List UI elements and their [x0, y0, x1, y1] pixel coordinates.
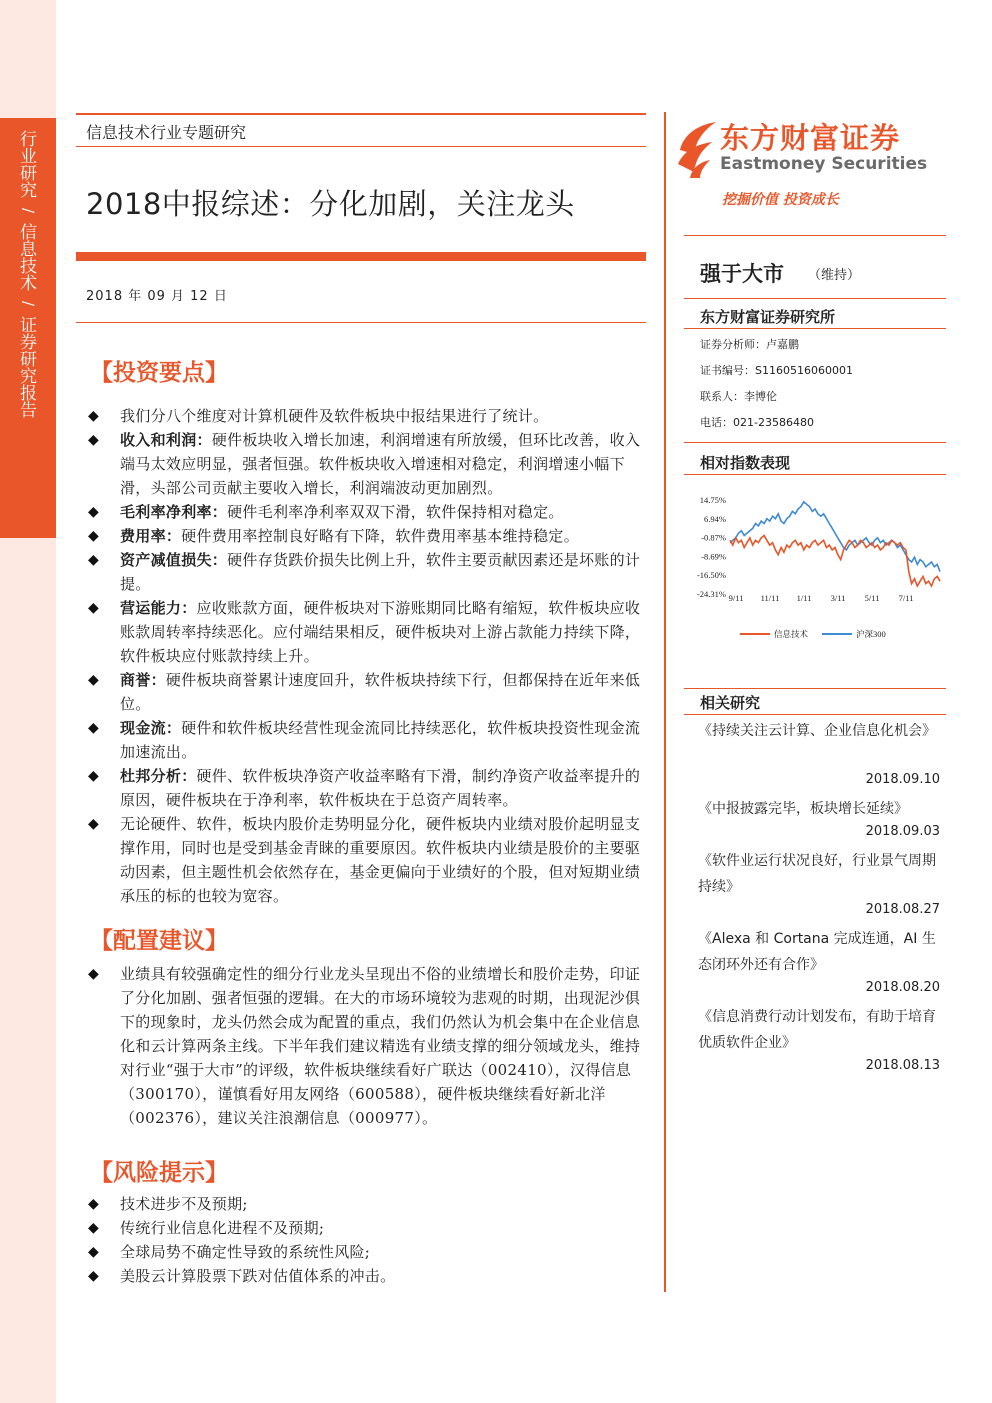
- y-tick-label: -8.69%: [701, 551, 726, 562]
- bullet-item: [86, 1240, 648, 1264]
- diamond-bullet-icon: ◆: [88, 432, 100, 448]
- side-separator: /: [19, 300, 38, 307]
- right-rule: [684, 328, 946, 329]
- bullet-text: 硬件和软件板块经营性现金流同比持续恶化，软件板块投资性现金流加速流出。: [120, 719, 641, 761]
- side-separator: /: [19, 207, 38, 214]
- date-rule: [76, 322, 646, 323]
- x-tick-label: 9/11: [728, 593, 744, 603]
- subject-rule: [76, 146, 646, 147]
- diamond-bullet-icon: ◆: [88, 720, 100, 736]
- brand-name-cn: 东方财富证券: [720, 121, 901, 155]
- diamond-bullet-icon: ◆: [88, 816, 100, 832]
- related-report-date: 2018.08.27: [865, 902, 940, 917]
- analyst-name: 证券分析师：卢嘉鹏: [700, 338, 799, 351]
- allocation-heading: 【配置建议】: [90, 928, 228, 954]
- bullet-item: [86, 812, 648, 908]
- bullet-item: [86, 1192, 648, 1216]
- diamond-bullet-icon: ◆: [88, 408, 100, 424]
- series-line: [730, 536, 940, 587]
- bullet-label: 毛利率净利率：: [120, 503, 228, 521]
- phone-number: 电话：021-23586480: [700, 416, 814, 429]
- invest-points-list: [86, 404, 648, 908]
- bullet-text: 硬件、软件板块净资产收益率略有下滑，制约净资产收益率提升的原因，硬件板块在于净利率，软件板块在于总资产周转率。: [120, 767, 641, 809]
- related-report-title[interactable]: 《Alexa 和 Cortana 完成连通，AI 生态闭环外还有合作》: [698, 931, 936, 973]
- risks-heading: 【风险提示】: [90, 1160, 228, 1186]
- bullet-item: [86, 404, 648, 428]
- related-report-date: 2018.08.13: [865, 1058, 940, 1073]
- bullet-label: 费用率：: [120, 527, 182, 545]
- bullet-text: 硬件存货跌价损失比例上升，软件主要贡献因素还是坏账的计提。: [120, 551, 641, 593]
- bullet-text: 全球局势不确定性导致的系统性风险;: [120, 1243, 371, 1261]
- diamond-bullet-icon: ◆: [88, 1244, 100, 1260]
- related-report-title[interactable]: 《软件业运行状况良好，行业景气周期持续》: [698, 853, 936, 895]
- brand-mark-icon: [676, 120, 718, 180]
- related-report-date: 2018.09.10: [865, 772, 940, 787]
- bullet-label: 营运能力：: [120, 599, 197, 617]
- chart-svg: [690, 492, 946, 642]
- side-band: [0, 0, 56, 1403]
- bullet-text: 硬件板块收入增长加速，利润增速有所放缓，但环比改善，收入端马太效应明显，强者恒强。软件板块收入增速相对稳定，利润增速小幅下滑，头部公司贡献主要收入增长，利润端波动更加剧烈。: [120, 431, 641, 497]
- bullet-label: 收入和利润：: [120, 431, 212, 449]
- report-date: 2018 年 09 月 12 日: [86, 289, 228, 304]
- related-report-date: 2018.08.20: [865, 980, 940, 995]
- diamond-bullet-icon: ◆: [88, 1268, 100, 1284]
- invest-points-heading: 【投资要点】: [90, 360, 228, 386]
- bullet-item: [86, 1264, 648, 1288]
- rating-note: （维持）: [808, 268, 861, 283]
- right-rule: [684, 474, 946, 475]
- y-tick-label: -16.50%: [696, 570, 726, 581]
- bullet-text: 技术进步不及预期;: [120, 1195, 248, 1213]
- right-rule: [684, 235, 946, 236]
- legend-label: 沪深300: [856, 629, 886, 639]
- bullet-text: 传统行业信息化进程不及预期;: [120, 1219, 325, 1237]
- x-tick-label: 1/11: [796, 593, 812, 603]
- rating-label: 强于大市: [700, 262, 784, 286]
- y-tick-label: 14.75%: [699, 495, 726, 505]
- related-section-title: 相关研究: [700, 694, 761, 712]
- column-divider: [664, 112, 666, 1292]
- chart-section-title: 相对指数表现: [700, 454, 791, 472]
- bullet-item: [86, 500, 648, 524]
- bullet-text: 无论硬件、软件，板块内股价走势明显分化，硬件板块内业绩对股价起明显支撑作用，同时也是受到基金青睐的重要原因。软件板块内业绩是股价的主要驱动因素，但主题性机会依然存在，基金更偏向于业绩好的个股，但对短期业绩承压的标的也较为宽容。: [120, 815, 641, 905]
- related-report-title[interactable]: 《信息消费行动计划发布，有助于培育优质软件企业》: [698, 1009, 936, 1051]
- diamond-bullet-icon: ◆: [88, 528, 100, 544]
- bullet-text: 我们分八个维度对计算机硬件及软件板块中报结果进行了统计。: [120, 407, 549, 425]
- bullet-item: [86, 668, 648, 716]
- related-report-title[interactable]: 《中报披露完毕，板块增长延续》: [698, 801, 908, 817]
- bullet-item: [86, 716, 648, 764]
- bullet-label: 杜邦分析：: [120, 767, 197, 785]
- cert-number: 证书编号：S1160516060001: [700, 364, 853, 377]
- x-tick-label: 11/11: [760, 593, 780, 603]
- bullet-text: 硬件板块商誉累计速度回升，软件板块持续下行，但都保持在近年来低位。: [120, 671, 641, 713]
- contact-person: 联系人：李博伦: [700, 390, 777, 403]
- brand-name-en: Eastmoney Securities: [720, 154, 928, 174]
- institute-name: 东方财富证券研究所: [700, 308, 836, 326]
- right-rule: [684, 688, 946, 689]
- bullet-text: 硬件费用率控制良好略有下降，软件费用率基本维持稳定。: [181, 527, 580, 545]
- bullet-text: 硬件毛利率净利率双双下滑，软件保持相对稳定。: [227, 503, 564, 521]
- brand-slogan: 挖掘价值 投资成长: [722, 192, 839, 208]
- bullet-item: [86, 596, 648, 668]
- bullet-item: [86, 428, 648, 500]
- diamond-bullet-icon: ◆: [88, 672, 100, 688]
- relative-index-chart: [690, 492, 946, 642]
- bullet-item: [86, 524, 648, 548]
- bullet-label: 现金流：: [120, 719, 182, 737]
- diamond-bullet-icon: ◆: [88, 552, 100, 568]
- diamond-bullet-icon: ◆: [88, 768, 100, 784]
- bullet-text: 应收账款方面，硬件板块对下游账期同比略有缩短，软件板块应收账款周转率持续恶化。应付端结果相反，硬件板块对上游占款能力持续下降，软件板块应付账款持续上升。: [120, 599, 641, 665]
- bullet-label: 资产减值损失：: [120, 551, 228, 569]
- side-part-3: 证券研究报告: [16, 316, 36, 418]
- legend-label: 信息技术: [774, 629, 809, 639]
- x-tick-label: 3/11: [830, 593, 846, 603]
- x-tick-label: 7/11: [898, 593, 914, 603]
- diamond-bullet-icon: ◆: [88, 504, 100, 520]
- y-tick-label: 6.94%: [704, 513, 726, 524]
- brand-logo: [676, 116, 946, 182]
- bullet-item: [86, 548, 648, 596]
- side-band-text: [16, 130, 40, 418]
- diamond-bullet-icon: ◆: [88, 966, 100, 982]
- y-tick-label: -0.87%: [701, 532, 726, 543]
- x-tick-label: 5/11: [864, 593, 880, 603]
- right-rule: [684, 442, 946, 443]
- diamond-bullet-icon: ◆: [88, 1196, 100, 1212]
- side-part-2: 信息技术: [16, 223, 36, 291]
- right-rule: [684, 714, 946, 715]
- diamond-bullet-icon: ◆: [88, 600, 100, 616]
- y-tick-label: -24.31%: [696, 589, 726, 599]
- bullet-label: 商誉：: [120, 671, 166, 689]
- allocation-list: [86, 962, 648, 1130]
- side-part-1: 行业研究: [16, 130, 36, 198]
- bullet-item: [86, 962, 648, 1130]
- bullet-item: [86, 1216, 648, 1240]
- risks-list: [86, 1192, 648, 1288]
- diamond-bullet-icon: ◆: [88, 1220, 100, 1236]
- report-subject: 信息技术行业专题研究: [86, 123, 247, 142]
- related-report-date: 2018.09.03: [865, 824, 940, 839]
- report-title: 2018中报综述：分化加剧，关注龙头: [86, 187, 575, 221]
- bullet-item: [86, 764, 648, 812]
- bullet-text: 业绩具有较强确定性的细分行业龙头呈现出不俗的业绩增长和股价走势，印证了分化加剧、强者恒强的逻辑。在大的市场环境较为悲观的时期，出现泥沙俱下的现象时，龙头仍然会成为配置的重点，我们仍然认为机会集中在企业信息化和云计算两条主线。下半年我们建议精选有业绩支撑的细分领域龙头，维持对行业“强于大市”的评级，软件板块继续看好广联达（002410），汉得信息（300170），谨慎看好用友网络（600588），硬件板块继续看好新北洋（002376），建议关注浪潮信息（000977）。: [120, 965, 641, 1127]
- header-top-rule: [76, 113, 646, 115]
- right-rule: [684, 298, 946, 299]
- bullet-text: 美股云计算股票下跌对估值体系的冲击。: [120, 1267, 396, 1285]
- related-report-title[interactable]: 《持续关注云计算、企业信息化机会》: [698, 723, 936, 739]
- title-bar: [76, 252, 646, 261]
